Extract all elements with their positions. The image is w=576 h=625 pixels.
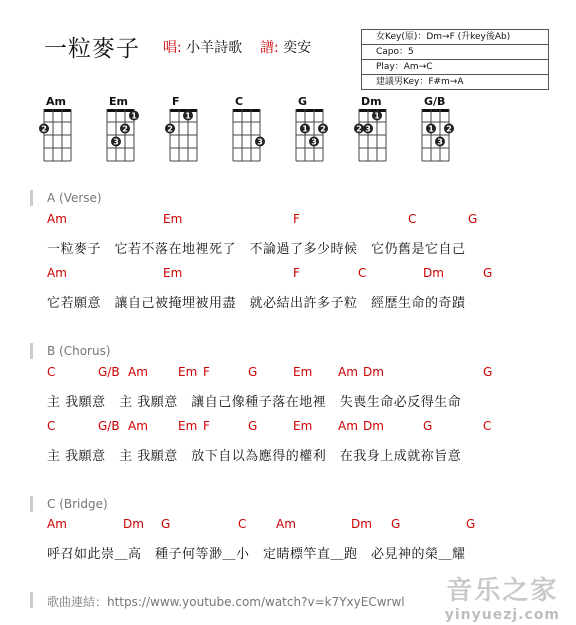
finger-dot (39, 124, 49, 134)
chord-symbol: G (483, 266, 493, 280)
key-play: Play：Am→C (362, 60, 548, 75)
chord-name: F (172, 95, 180, 108)
svg-text:2: 2 (320, 124, 326, 134)
chord-grid (162, 107, 208, 165)
chord-symbol: G/B (98, 419, 120, 433)
svg-text:1: 1 (374, 111, 380, 121)
finger-dot (165, 124, 175, 134)
key-original: 女Key(原)：Dm→F (升key後Ab) (362, 30, 548, 45)
svg-text:2: 2 (41, 124, 47, 134)
finger-dot (300, 124, 310, 134)
chord-symbol: Em (293, 419, 313, 433)
composer-label: 譜: (260, 40, 279, 56)
finger-dot (444, 124, 454, 134)
chord-line (0, 419, 576, 435)
svg-text:3: 3 (257, 137, 263, 147)
chord-nut (170, 109, 197, 112)
svg-text:3: 3 (311, 137, 317, 147)
chord-grid (351, 107, 397, 165)
chord-symbol: Dm (123, 517, 144, 531)
chord-nut (422, 109, 449, 112)
lyric-line: 主 我願意 主 我願意 放下自以為應得的權利 在我身上成就祢旨意 (47, 449, 462, 464)
chord-symbol: C (238, 517, 247, 531)
finger-dot (120, 124, 130, 134)
chord-symbol: C (483, 419, 492, 433)
finger-dot (426, 124, 436, 134)
svg-text:2: 2 (446, 124, 452, 134)
chord-symbol: Am (47, 212, 67, 226)
chord-symbol: Am (128, 419, 148, 433)
chord-grid (36, 107, 82, 165)
chord-symbol: Em (163, 212, 183, 226)
watermark-url: yinyuezj.com (444, 607, 560, 623)
chord-grid (99, 107, 145, 165)
finger-dot (309, 137, 319, 147)
chord-name: G/B (424, 95, 446, 108)
chord-symbol: Am (47, 517, 67, 531)
svg-text:3: 3 (365, 124, 371, 134)
svg-text:1: 1 (428, 124, 434, 134)
chord-symbol: F (203, 419, 210, 433)
chord-symbol: C (408, 212, 417, 226)
section-bar (30, 190, 33, 206)
chord-grid (414, 107, 460, 165)
lyric-line: 主 我願意 主 我願意 讓自己像種子落在地裡 失喪生命必反得生命 (47, 395, 462, 410)
chord-symbol: Dm (423, 266, 444, 280)
chord-symbol: Am (47, 266, 67, 280)
svg-text:1: 1 (302, 124, 308, 134)
composer-credit (260, 37, 311, 57)
chord-nut (107, 109, 134, 112)
finger-dot (255, 137, 265, 147)
song-title: 一粒麥子 (44, 36, 140, 62)
finger-dot (363, 124, 373, 134)
singer-name: 小羊詩歌 (186, 40, 243, 56)
chord-symbol: G (248, 365, 258, 379)
chord-symbol: G (423, 419, 433, 433)
singer-label: 唱: (163, 40, 182, 56)
svg-text:3: 3 (113, 137, 119, 147)
chord-symbol: Am (128, 365, 148, 379)
chord-name: G (298, 95, 308, 108)
chord-symbol: G (483, 365, 493, 379)
chord-line (0, 365, 576, 381)
finger-dot (318, 124, 328, 134)
key-capo: Capo：5 (362, 45, 548, 60)
chord-name: C (235, 95, 244, 108)
chord-symbol: Em (163, 266, 183, 280)
chord-line (0, 517, 576, 533)
section-label: A (Verse) (47, 191, 102, 205)
chord-symbol: G (161, 517, 171, 531)
link-bar (30, 592, 33, 608)
finger-dot (129, 111, 139, 121)
song-link[interactable]: 歌曲連結：https://www.youtube.com/watch?v=k7YxyECwrwl (47, 595, 405, 609)
chord-symbol: G (468, 212, 478, 226)
singer-credit (163, 37, 242, 57)
chord-grid (288, 107, 334, 165)
chord-grid (225, 107, 271, 165)
chord-symbol: Em (293, 365, 313, 379)
lyric-line: 呼召如此崇＿高 種子何等渺＿小 定睛標竿直＿跑 必見神的榮＿耀 (47, 547, 466, 562)
chord-symbol: Em (178, 419, 198, 433)
chord-name: Em (109, 95, 128, 108)
chord-symbol: C (358, 266, 367, 280)
key-info-box (361, 29, 549, 90)
section-label: C (Bridge) (47, 497, 108, 511)
chord-nut (44, 109, 71, 112)
chord-symbol: Am (276, 517, 296, 531)
chord-symbol: Am (338, 419, 358, 433)
chord-symbol: C (47, 419, 56, 433)
chord-line (0, 212, 576, 228)
section-bar (30, 343, 33, 359)
chord-symbol: G (248, 419, 258, 433)
finger-dot (354, 124, 364, 134)
section-label: B (Chorus) (47, 344, 111, 358)
lyric-line: 一粒麥子 它若不落在地裡死了 不論過了多少時候 它仍舊是它自己 (47, 242, 466, 257)
composer-name: 奕安 (283, 40, 312, 56)
chord-name: Dm (361, 95, 382, 108)
chord-symbol: Dm (363, 365, 384, 379)
chord-nut (233, 109, 260, 112)
chord-symbol: Em (178, 365, 198, 379)
finger-dot (372, 111, 382, 121)
chord-symbol: G (466, 517, 476, 531)
chord-symbol: Dm (363, 419, 384, 433)
svg-text:3: 3 (437, 137, 443, 147)
watermark-title: 音乐之家 (446, 576, 559, 606)
lyric-line: 它若願意 讓自己被掩埋被用盡 就必結出許多子粒 經歷生命的奇蹟 (47, 296, 466, 311)
svg-text:1: 1 (185, 111, 191, 121)
key-male: 建議男Key：F#m→A (376, 77, 464, 87)
chord-symbol: Dm (351, 517, 372, 531)
finger-dot (183, 111, 193, 121)
chord-symbol: G (391, 517, 401, 531)
chord-symbol: F (293, 266, 300, 280)
chord-symbol: F (293, 212, 300, 226)
svg-text:2: 2 (356, 124, 362, 134)
chord-symbol: F (203, 365, 210, 379)
chord-nut (296, 109, 323, 112)
chord-name: Am (46, 95, 66, 108)
svg-text:2: 2 (122, 124, 128, 134)
section-bar (30, 496, 33, 512)
chord-line (0, 266, 576, 282)
finger-dot (111, 137, 121, 147)
watermark (445, 570, 560, 623)
chord-symbol: G/B (98, 365, 120, 379)
svg-text:2: 2 (167, 124, 173, 134)
finger-dot (435, 137, 445, 147)
chord-symbol: C (47, 365, 56, 379)
chord-symbol: Am (338, 365, 358, 379)
svg-text:1: 1 (131, 111, 137, 121)
chord-nut (359, 109, 386, 112)
